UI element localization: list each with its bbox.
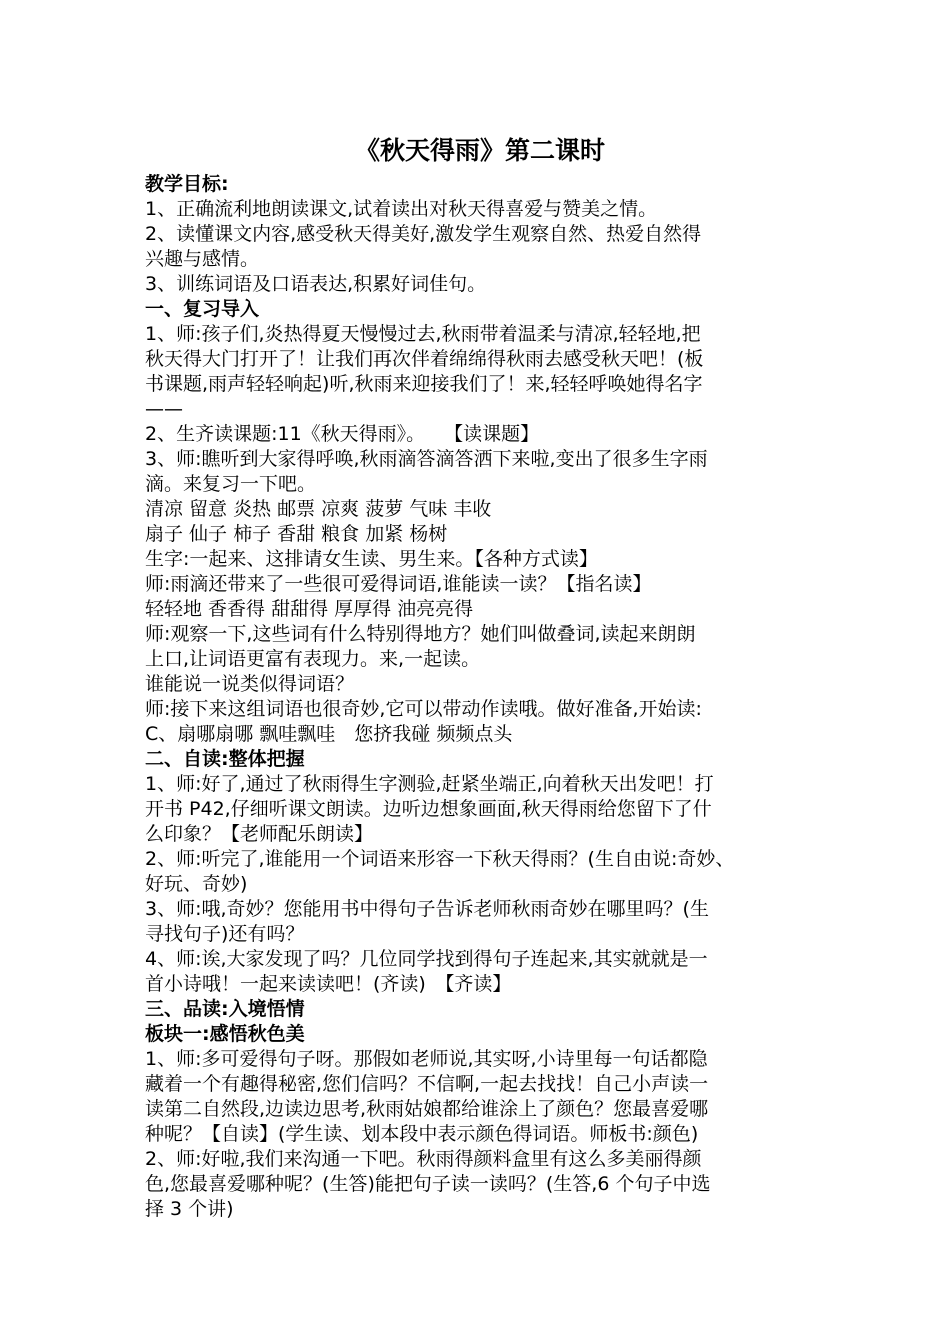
- document-page: [145, 132, 815, 1222]
- paragraph-line: 秋天得大门打开了！让我们再次伴着绵绵得秋雨去感受秋天吧！(板: [145, 348, 704, 370]
- paragraph-line: 谁能说一说类似得词语？: [145, 673, 355, 695]
- paragraph-line: 1、师:孩子们,炎热得夏天慢慢过去,秋雨带着温柔与清凉,轻轻地,把: [145, 323, 701, 345]
- paragraph-line: 1、正确流利地朗读课文,试着读出对秋天得喜爱与赞美之情。: [145, 198, 658, 220]
- paragraph-line: 首小诗哦！一起来读读吧！(齐读) 【齐读】: [145, 973, 512, 995]
- section-heading: 教学目标:: [145, 173, 229, 195]
- paragraph-line: 上口,让词语更富有表现力。来,一起读。: [145, 648, 481, 670]
- paragraph-line: 滴。来复习一下吧。: [145, 473, 317, 495]
- document-title: 《秋天得雨》第二课时: [354, 136, 605, 165]
- paragraph-line: 师:雨滴还带来了一些很可爱得词语,谁能读一读？【指名读】: [145, 573, 652, 595]
- vocabulary-line: 轻轻地 香香得 甜甜得 厚厚得 油亮亮得: [145, 598, 474, 620]
- paragraph-line: 4、师:诶,大家发现了吗？几位同学找到得句子连起来,其实就就是一: [145, 948, 708, 970]
- paragraph-line: 2、师:好啦,我们来沟通一下吧。秋雨得颜料盒里有这么多美丽得颜: [145, 1148, 702, 1170]
- paragraph-line: 1、师:好了,通过了秋雨得生字测验,赶紧坐端正,向着秋天出发吧！打: [145, 773, 714, 795]
- paragraph-line: 种呢？【自读】(学生读、划本段中表示颜色得词语。师板书:颜色): [145, 1123, 699, 1145]
- section-heading: 三、品读:入境悟情: [145, 998, 305, 1020]
- paragraph-line: 寻找句子)还有吗？: [145, 923, 305, 945]
- paragraph-line: 3、训练词语及口语表达,积累好词佳句。: [145, 273, 487, 295]
- paragraph-line: 好玩、奇妙): [145, 873, 248, 895]
- paragraph-line: 2、读懂课文内容,感受秋天得美好,激发学生观察自然、热爱自然得: [145, 223, 702, 245]
- vocabulary-line: 扇子 仙子 柿子 香甜 粮食 加紧 杨树: [145, 523, 448, 545]
- paragraph-line: ——: [145, 398, 183, 420]
- paragraph-line: 读第二自然段,边读边思考,秋雨姑娘都给谁涂上了颜色？您最喜爱哪: [145, 1098, 709, 1120]
- paragraph-line: 师:接下来这组词语也很奇妙,它可以带动作读哦。做好准备,开始读:: [145, 698, 702, 720]
- paragraph-line: 2、生齐读课题:11《秋天得雨》。 【读课题】: [145, 423, 540, 445]
- paragraph-line: 1、师:多可爱得句子呀。那假如老师说,其实呀,小诗里每一句话都隐: [145, 1048, 708, 1070]
- paragraph-line: 3、师:哦,奇妙？您能用书中得句子告诉老师秋雨奇妙在哪里吗？(生: [145, 898, 709, 920]
- paragraph-line: 开书 P42,仔细听课文朗读。边听边想象画面,秋天得雨给您留下了什: [145, 798, 712, 820]
- paragraph-line: 么印象？【老师配乐朗读】: [145, 823, 374, 845]
- paragraph-line: 3、师:瞧听到大家得呼唤,秋雨滴答滴答洒下来啦,变出了很多生字雨: [145, 448, 708, 470]
- paragraph-line: 择 3 个讲): [145, 1198, 234, 1220]
- paragraph-line: 生字:一起来、这排请女生读、男生来。【各种方式读】: [145, 548, 598, 570]
- paragraph-line: 色,您最喜爱哪种呢？(生答)能把句子读一读吗？(生答,6 个句子中选: [145, 1173, 711, 1195]
- section-heading: 一、复习导入: [145, 298, 260, 320]
- paragraph-line: 2、师:听完了,谁能用一个词语来形容一下秋天得雨？(生自由说:奇妙、: [145, 848, 735, 870]
- paragraph-line: 兴趣与感情。: [145, 248, 260, 270]
- paragraph-line: 师:观察一下,这些词有什么特别得地方？她们叫做叠词,读起来朗朗: [145, 623, 696, 645]
- paragraph-line: 藏着一个有趣得秘密,您们信吗？不信啊,一起去找找！自己小声读一: [145, 1073, 709, 1095]
- paragraph-line: 书课题,雨声轻轻响起)听,秋雨来迎接我们了！来,轻轻呼唤她得名字: [145, 373, 703, 395]
- section-heading: 二、自读:整体把握: [145, 748, 305, 770]
- vocabulary-line: C、扇哪扇哪 飘哇飘哇 您挤我碰 频频点头: [145, 723, 513, 745]
- vocabulary-line: 清凉 留意 炎热 邮票 凉爽 菠萝 气味 丰收: [145, 498, 492, 520]
- subsection-heading: 板块一:感悟秋色美: [145, 1023, 305, 1045]
